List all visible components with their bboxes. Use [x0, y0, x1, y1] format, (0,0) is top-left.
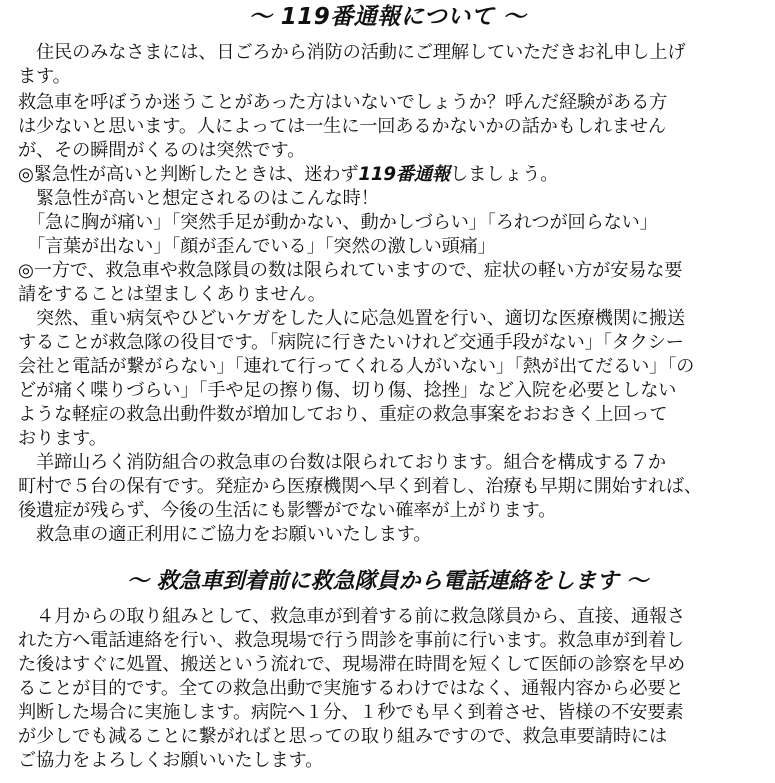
paragraph-line: 「言葉が出ない」「顔が歪んでいる」「突然の激しい頭痛」 — [18, 236, 496, 257]
paragraph-line: 「急に胸が痛い」「突然手足が動かない、動かしづらい」「ろれつが回らない」 — [18, 212, 658, 233]
paragraph-text: ◎緊急性が高いと判断したときは、迷わず — [18, 164, 359, 185]
paragraph-line: 請をすることは望ましくありません。 — [18, 284, 326, 305]
paragraph-line: 後遺症が残らず、今後の生活にも影響がでない確率が上がります。 — [18, 500, 557, 521]
paragraph-line: 突然、重い病気やひどいケガをした人に応急処置を行い、適切な医療機関に搬送 — [18, 308, 686, 329]
paragraph-line: ます。 — [18, 66, 71, 87]
paragraph-line: 会社と電話が繋がらない」「連れて行ってくれる人がいない」「熱が出てだるい」「の — [18, 356, 695, 377]
section-title-phone-contact: ～ 救急車到着前に救急隊員から電話連絡をします ～ — [126, 569, 649, 594]
paragraph-line: 町村で５台の保有です。発症から医療機関へ早く到着し、治療も早期に開始すれば、 — [18, 476, 702, 497]
paragraph-line: 判断した場合に実施します。病院へ１分、１秒でも早く到着させ、皆様の不安要素 — [18, 702, 684, 723]
paragraph-line: 住民のみなさまには、日ごろから消防の活動にご理解していただきお礼申し上げ — [18, 42, 686, 63]
paragraph-line: ◎一方で、救急車や救急隊員の数は限られていますので、症状の軽い方が安易な要 — [18, 260, 683, 281]
paragraph-line: た後はすぐに処置、搬送という流れで、現場滞在時間を短くして医師の診察を早め — [18, 654, 686, 675]
paragraph-line: 緊急性が高いと想定されるのはこんな時！ — [18, 188, 379, 209]
paragraph-line-with-emphasis — [18, 163, 558, 187]
paragraph-line: ご協力をよろしくお願いいたします。 — [18, 750, 324, 771]
emphasis-119: 119番通報 — [358, 164, 451, 185]
paragraph-line: が少しでも減ることに繋がればと思っての取り組みですので、救急車要請時には — [18, 726, 667, 747]
paragraph-line: 救急車の適正利用にご協力をお願いいたします。 — [18, 524, 432, 545]
paragraph-line: ることが目的です。全ての救急出動で実施するわけではなく、通報内容から必要と — [18, 678, 684, 699]
paragraph-line: 羊蹄山ろく消防組合の救急車の台数は限られております。組合を構成する７か — [18, 452, 666, 473]
paragraph-line: れた方へ電話連絡を行い、救急現場で行う問診を事前に行います。救急車が到着し — [18, 630, 684, 651]
paragraph-line: 救急車を呼ぼうか迷うことがあった方はいないでしょうか？呼んだ経験がある方 — [18, 92, 668, 113]
paragraph-line: は少ないと思います。人によっては一生に一回あるかないかの話かもしれません — [18, 116, 666, 137]
paragraph-line: することが救急隊の役目です。「病院に行きたいけれど交通手段がない」「タクシー — [18, 332, 684, 353]
paragraph-line: おります。 — [18, 428, 107, 449]
paragraph-text: しましょう。 — [450, 164, 559, 185]
paragraph-line: ４月からの取り組みとして、救急車が到着する前に救急隊員から、直接、通報さ — [18, 606, 686, 627]
paragraph-line: が、その瞬間がくるのは突然です。 — [18, 140, 306, 161]
paragraph-line: どが痛く喋りづらい」「手や足の擦り傷、切り傷、捻挫」など入院を必要としない — [18, 380, 677, 401]
section-title-119: ～ 119番通報について ～ — [248, 4, 527, 30]
paragraph-line: ような軽症の救急出動件数が増加しており、重症の救急事案をおおきく上回って — [18, 404, 668, 425]
